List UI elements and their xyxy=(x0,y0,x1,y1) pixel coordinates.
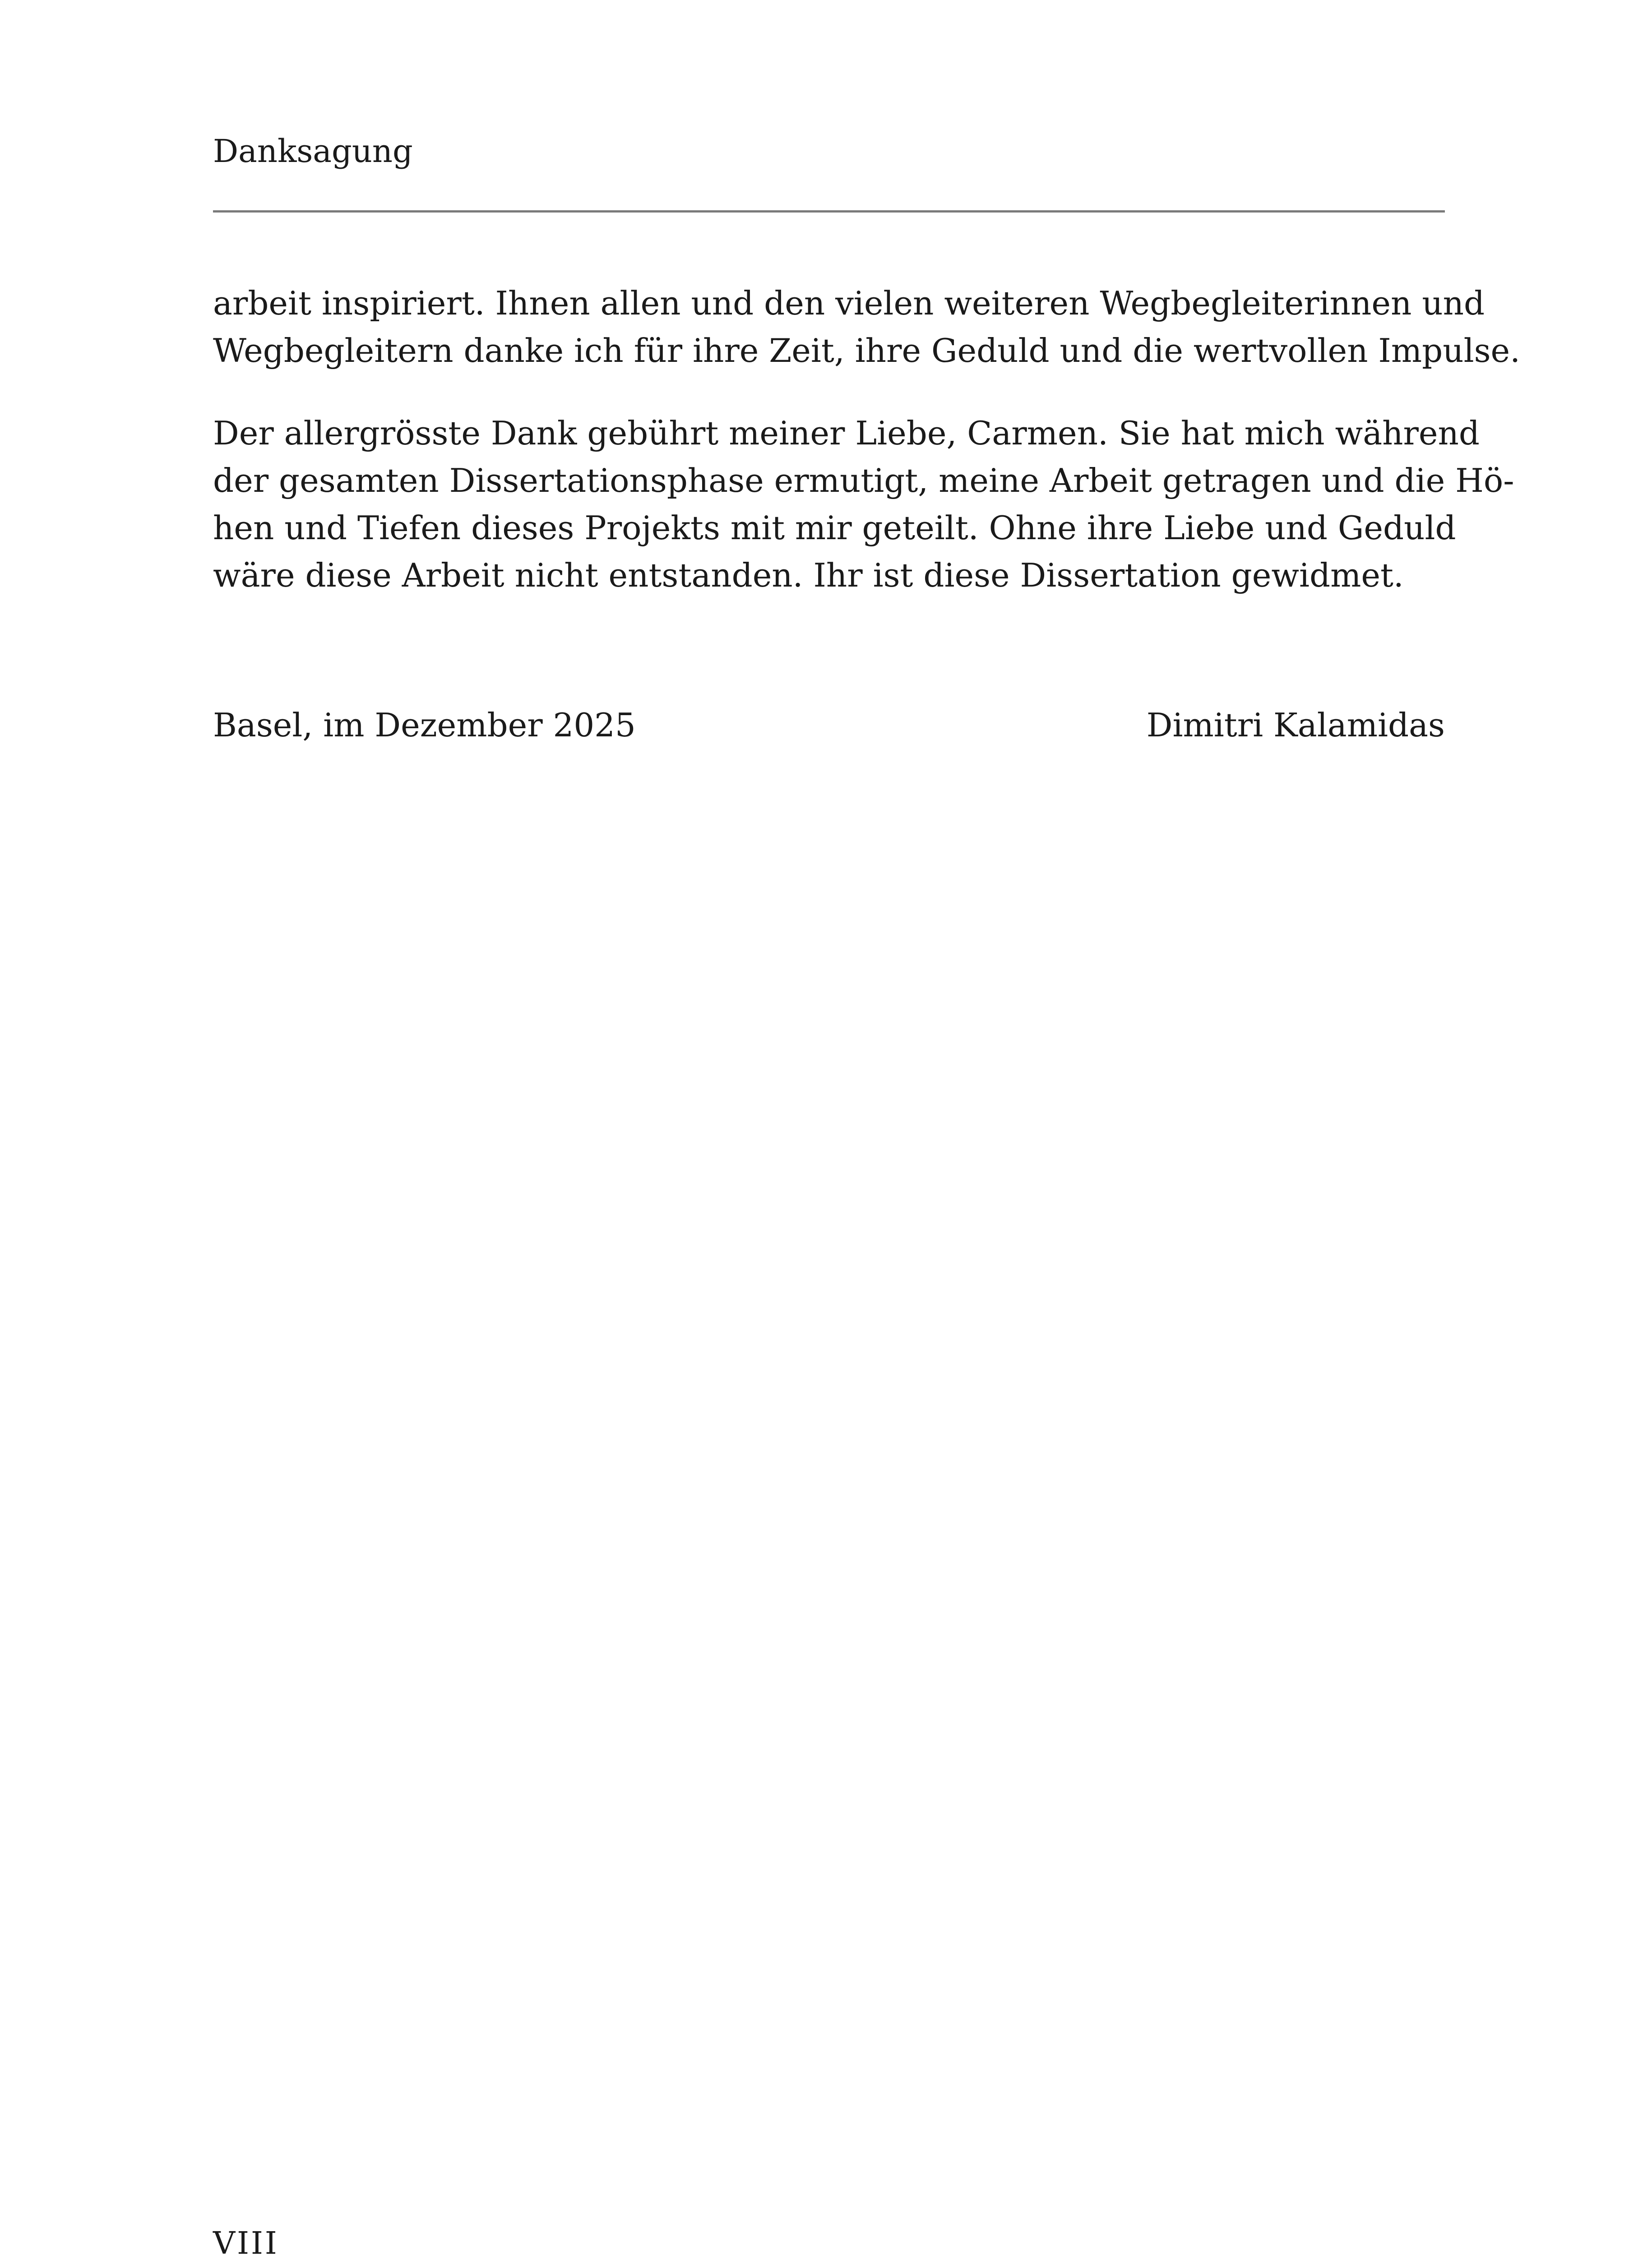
text-line: Der allergrösste Dank gebührt meiner Liebe, Carmen. Sie hat mich während xyxy=(213,414,1480,452)
text-line: hen und Tiefen dieses Projekts mit mir geteilt. Ohne ihre Liebe und Geduld xyxy=(213,509,1456,547)
place-date: Basel, im Dezember 2025 xyxy=(213,706,636,744)
header-rule xyxy=(213,210,1445,213)
signature-row xyxy=(213,702,1445,749)
paragraph-2 xyxy=(213,410,1514,599)
text-line: Wegbegleitern danke ich für ihre Zeit, ihre Geduld und die wertvollen Impulse. xyxy=(213,332,1521,370)
text-line: der gesamten Dissertationsphase ermutigt, meine Arbeit getragen und die Hö- xyxy=(213,462,1514,499)
body-text xyxy=(213,280,1521,634)
page-number: VIII xyxy=(213,2226,279,2256)
running-head: Danksagung xyxy=(213,133,413,170)
text-line: arbeit inspiriert. Ihnen allen und den vielen weiteren Wegbegleiterinnen und xyxy=(213,284,1485,322)
paragraph-1 xyxy=(213,280,1521,374)
text-line: wäre diese Arbeit nicht entstanden. Ihr ist diese Dissertation gewidmet. xyxy=(213,556,1404,594)
author-name: Dimitri Kalamidas xyxy=(1146,706,1445,744)
